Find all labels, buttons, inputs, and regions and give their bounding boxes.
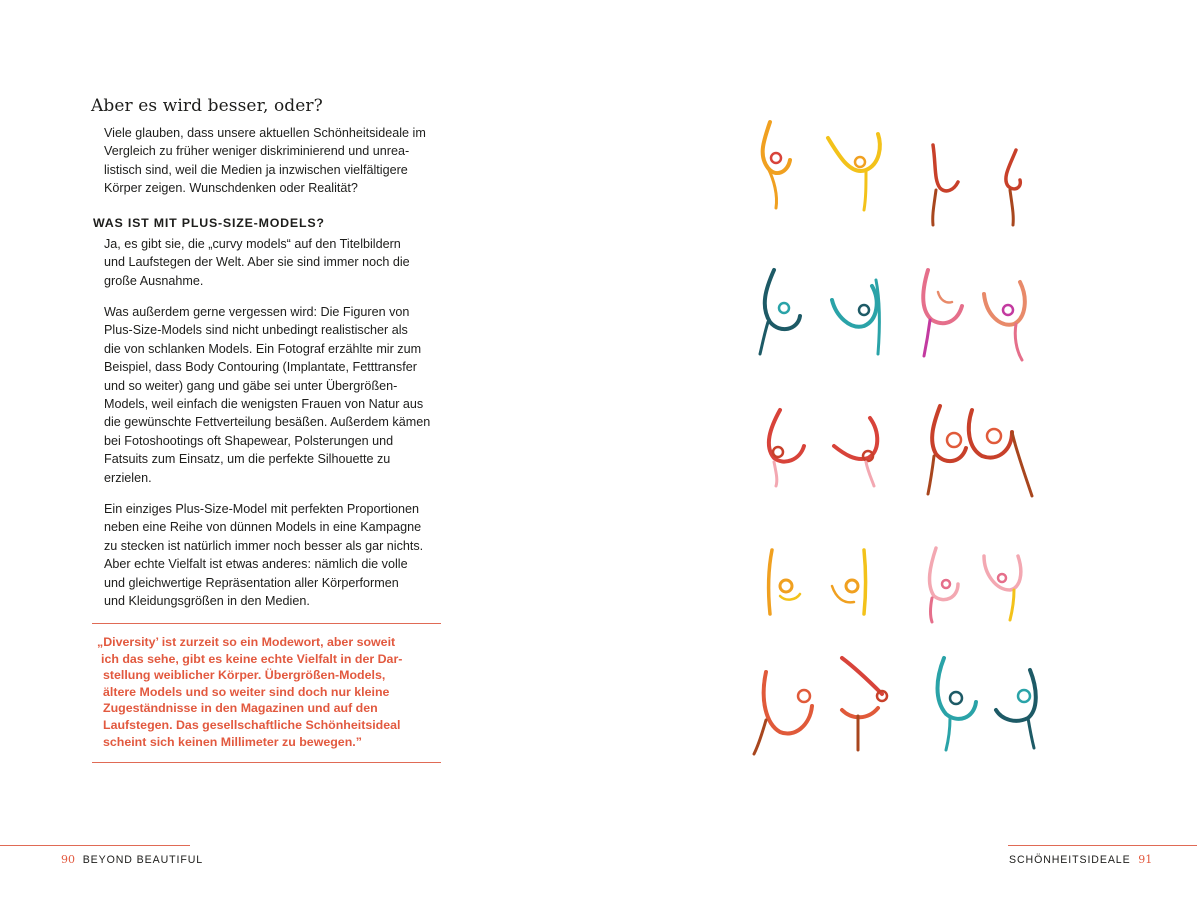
text-line: erzielen. <box>104 470 152 485</box>
drawing-6 <box>928 406 1032 496</box>
quote-line: scheint sich keinen Millimeter zu bewegen.” <box>103 734 362 749</box>
text-line: Fatsuits zum Einsatz, um die perfekte Silhouette zu <box>104 452 391 467</box>
quote-bottom-rule <box>92 762 441 763</box>
text-line: Vergleich zu früher weniger diskriminierend und unrea- <box>104 144 410 159</box>
text-line: zu stecken ist natürlich immer noch besser als gar nichts. <box>104 538 424 553</box>
text-line: und gleichwertige Repräsentation aller Körperformen <box>104 575 399 590</box>
quote-line: stellung weiblicher Körper. Übergrößen-Models, <box>103 668 386 683</box>
drawing-9 <box>754 658 887 754</box>
text-line: Plus-Size-Models sind nicht unbedingt realistischer als <box>104 323 408 338</box>
text-line: Viele glauben, dass unsere aktuellen Schönheitsideale im <box>104 126 426 140</box>
drawing-8 <box>930 548 1021 622</box>
text-line: Beispiel, dass Body Contouring (Implantate, Fetttransfer <box>104 360 417 375</box>
quote-line: Zugeständnisse in den Magazinen und auf den <box>103 701 378 716</box>
body-paragraph-3 <box>104 500 449 610</box>
drawing-4 <box>923 270 1025 360</box>
drawing-2 <box>933 145 1021 225</box>
drawing-5 <box>769 410 877 486</box>
text-line: und Laufstegen der Welt. Aber sie sind immer noch die <box>104 255 410 270</box>
text-line: listisch sind, weil die Medien ja inzwischen vielfältigere <box>104 162 408 177</box>
text-line: die gewünschte Fettverteilung besäßen. Außerdem kämen <box>104 415 431 430</box>
text-line: Ein einziges Plus-Size-Model mit perfekten Proportionen <box>104 502 419 516</box>
subheading: WAS IST MIT PLUS-SIZE-MODELS? <box>93 216 325 230</box>
footer-right <box>1009 853 1152 866</box>
running-title-right: SCHÖNHEITSIDEALE <box>1009 854 1131 866</box>
quote-line: „Diversity’ ist zurzeit so ein Modewort, aber soweit <box>97 635 396 649</box>
drawing-1 <box>763 122 880 210</box>
footer-rule-right <box>1008 845 1197 846</box>
drawing-3 <box>760 270 879 354</box>
drawing-10 <box>938 658 1036 750</box>
page-number-right: 91 <box>1138 853 1153 866</box>
intro-paragraph <box>104 124 449 198</box>
text-line: große Ausnahme. <box>104 273 204 288</box>
body-paragraph-1 <box>104 235 449 290</box>
quote-top-rule <box>92 623 441 624</box>
text-line: und Kleidungsgrößen in den Medien. <box>104 594 310 609</box>
body-paragraph-2 <box>104 303 449 487</box>
section-heading: Aber es wird besser, oder? <box>91 96 323 116</box>
drawing-7 <box>769 550 866 614</box>
text-line: Körper zeigen. Wunschdenken oder Realität? <box>104 181 358 196</box>
text-line: und so weiter) gang und gäbe sei unter Übergrößen- <box>104 378 398 393</box>
quote-line: Laufstegen. Das gesellschaftliche Schönheitsideal <box>103 717 401 732</box>
text-line: bei Fotoshootings oft Shapewear, Polsterungen und <box>104 433 394 448</box>
pull-quote <box>97 634 437 750</box>
breast-line-drawings-icon <box>740 110 1050 770</box>
quote-line: ältere Models und so weiter sind doch nur kleine <box>103 684 390 699</box>
text-line: neben eine Reihe von dünnen Models in eine Kampagne <box>104 520 422 535</box>
text-line: Aber echte Vielfalt ist etwas anderes: nämlich die volle <box>104 557 408 572</box>
page-number-left: 90 <box>61 853 75 866</box>
text-line: Ja, es gibt sie, die „curvy models“ auf den Titelbildern <box>104 237 401 251</box>
footer-left <box>61 853 203 866</box>
footer-rule-left <box>0 845 190 846</box>
quote-line: ich das sehe, gibt es keine echte Vielfalt in der Dar- <box>101 651 403 666</box>
text-line: die von schlanken Models. Ein Fotograf erzählte mir zum <box>104 341 422 356</box>
text-line: Models, weil einfach die wenigsten Frauen von Natur aus <box>104 397 424 412</box>
running-title-left: BEYOND BEAUTIFUL <box>82 854 204 866</box>
text-line: Was außerdem gerne vergessen wird: Die Figuren von <box>104 305 410 319</box>
